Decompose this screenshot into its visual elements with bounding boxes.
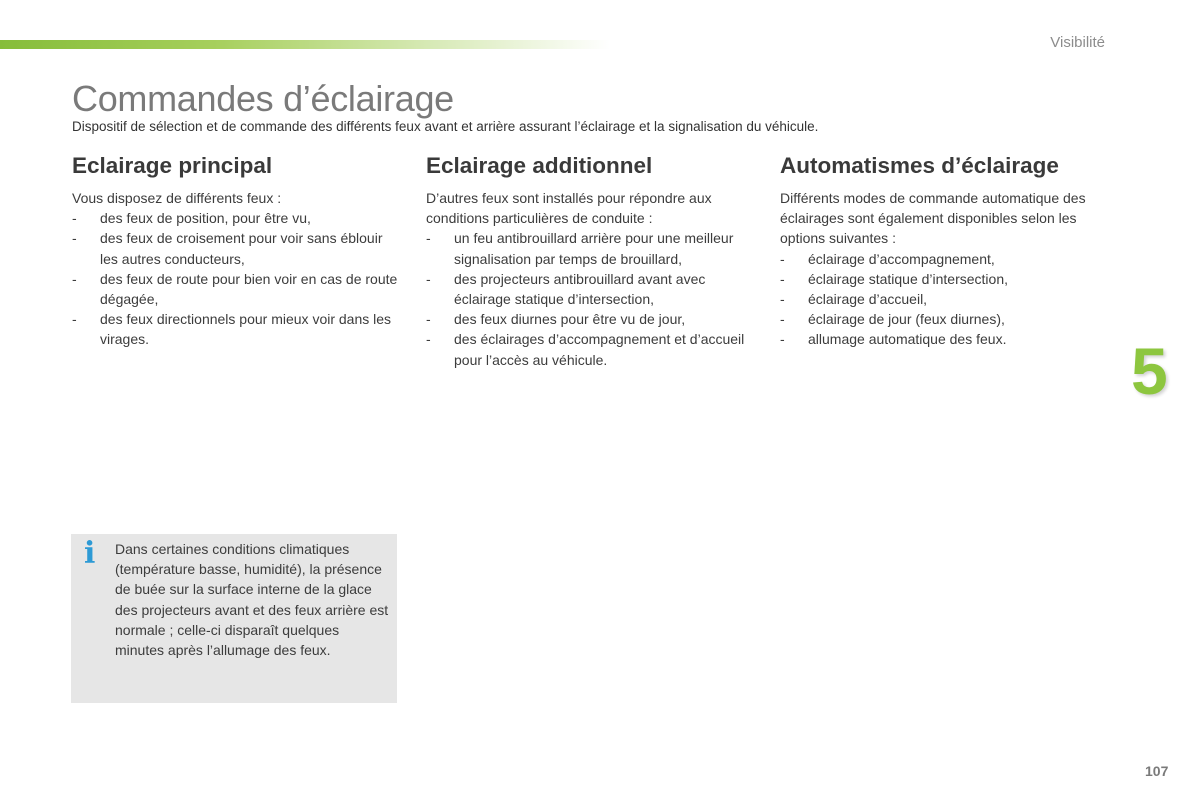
dash-bullet: - [780,250,785,267]
dash-bullet: - [780,311,785,328]
list-item: - des feux de route pour bien voir en cas de route dégagée, [72,270,398,308]
list-item: - un feu antibrouillard arrière pour une meilleur signalisation par temps de brouillard, [426,230,734,267]
column-intro: Différents modes de commande automatique des éclairages sont également disponibles selon les options suivantes : [780,190,1086,247]
column-intro: D’autres feux sont installés pour répondre aux conditions particulières de conduite : [426,190,712,227]
dash-bullet: - [426,270,431,287]
list-item: - des projecteurs antibrouillard avant avec éclairage statique d’intersection, [426,270,706,308]
column-heading: Automatismes d’éclairage [780,153,1059,178]
dash-bullet: - [780,270,785,287]
column-list [72,208,402,349]
list-item: - allumage automatique des feux. [780,329,1100,349]
dash-bullet: - [72,210,77,227]
column-heading: Eclairage additionnel [426,153,653,178]
column-main-lighting [72,153,402,350]
column-list [426,228,756,369]
list-item: - des éclairages d’accompagnement et d’accueil pour l’accès au véhicule. [426,331,745,368]
list-item: - des feux de croisement pour voir sans éblouir les autres conducteurs, [72,230,383,267]
header-accent-bar [0,40,610,49]
list-item: - éclairage de jour (feux diurnes), [780,309,1100,329]
dash-bullet: - [426,331,431,348]
page-title: Commandes d’éclairage [72,78,454,119]
column-intro: Vous disposez de différents feux : [72,190,282,206]
info-box [71,534,397,703]
column-heading: Eclairage principal [72,153,273,178]
section-name: Visibilité [1050,34,1105,51]
list-item: - des feux diurnes pour être vu de jour, [426,309,756,329]
list-item: - des feux de position, pour être vu, [72,208,402,228]
list-item: - des feux directionnels pour mieux voir dans les virages. [72,311,392,348]
list-item: - éclairage statique d’intersection, [780,269,1100,289]
dash-bullet: - [780,291,785,308]
list-item: - éclairage d’accompagnement, [780,249,1100,269]
page-number: 107 [1145,763,1169,779]
column-additional-lighting [426,153,756,370]
column-automatic-lighting [780,153,1100,350]
page-subtitle: Dispositif de sélection et de commande des différents feux avant et arrière assurant l’éclairage et la signalisation du véhicule. [72,119,819,134]
column-list [780,249,1100,350]
dash-bullet: - [72,230,77,247]
chapter-number: 5 [1131,334,1168,408]
dash-bullet: - [426,230,431,247]
info-icon: i [84,536,96,571]
dash-bullet: - [72,270,77,287]
dash-bullet: - [426,311,431,328]
list-item: - éclairage d’accueil, [780,289,1100,309]
dash-bullet: - [780,331,785,348]
dash-bullet: - [72,311,77,328]
info-text: Dans certaines conditions climatiques (température basse, humidité), la présence de buée sur la surface interne de la glace des projecteurs avant et des feux arrière est normale ; celle-ci disparaît quelques minutes après l’allumage des feux. [115,541,389,659]
